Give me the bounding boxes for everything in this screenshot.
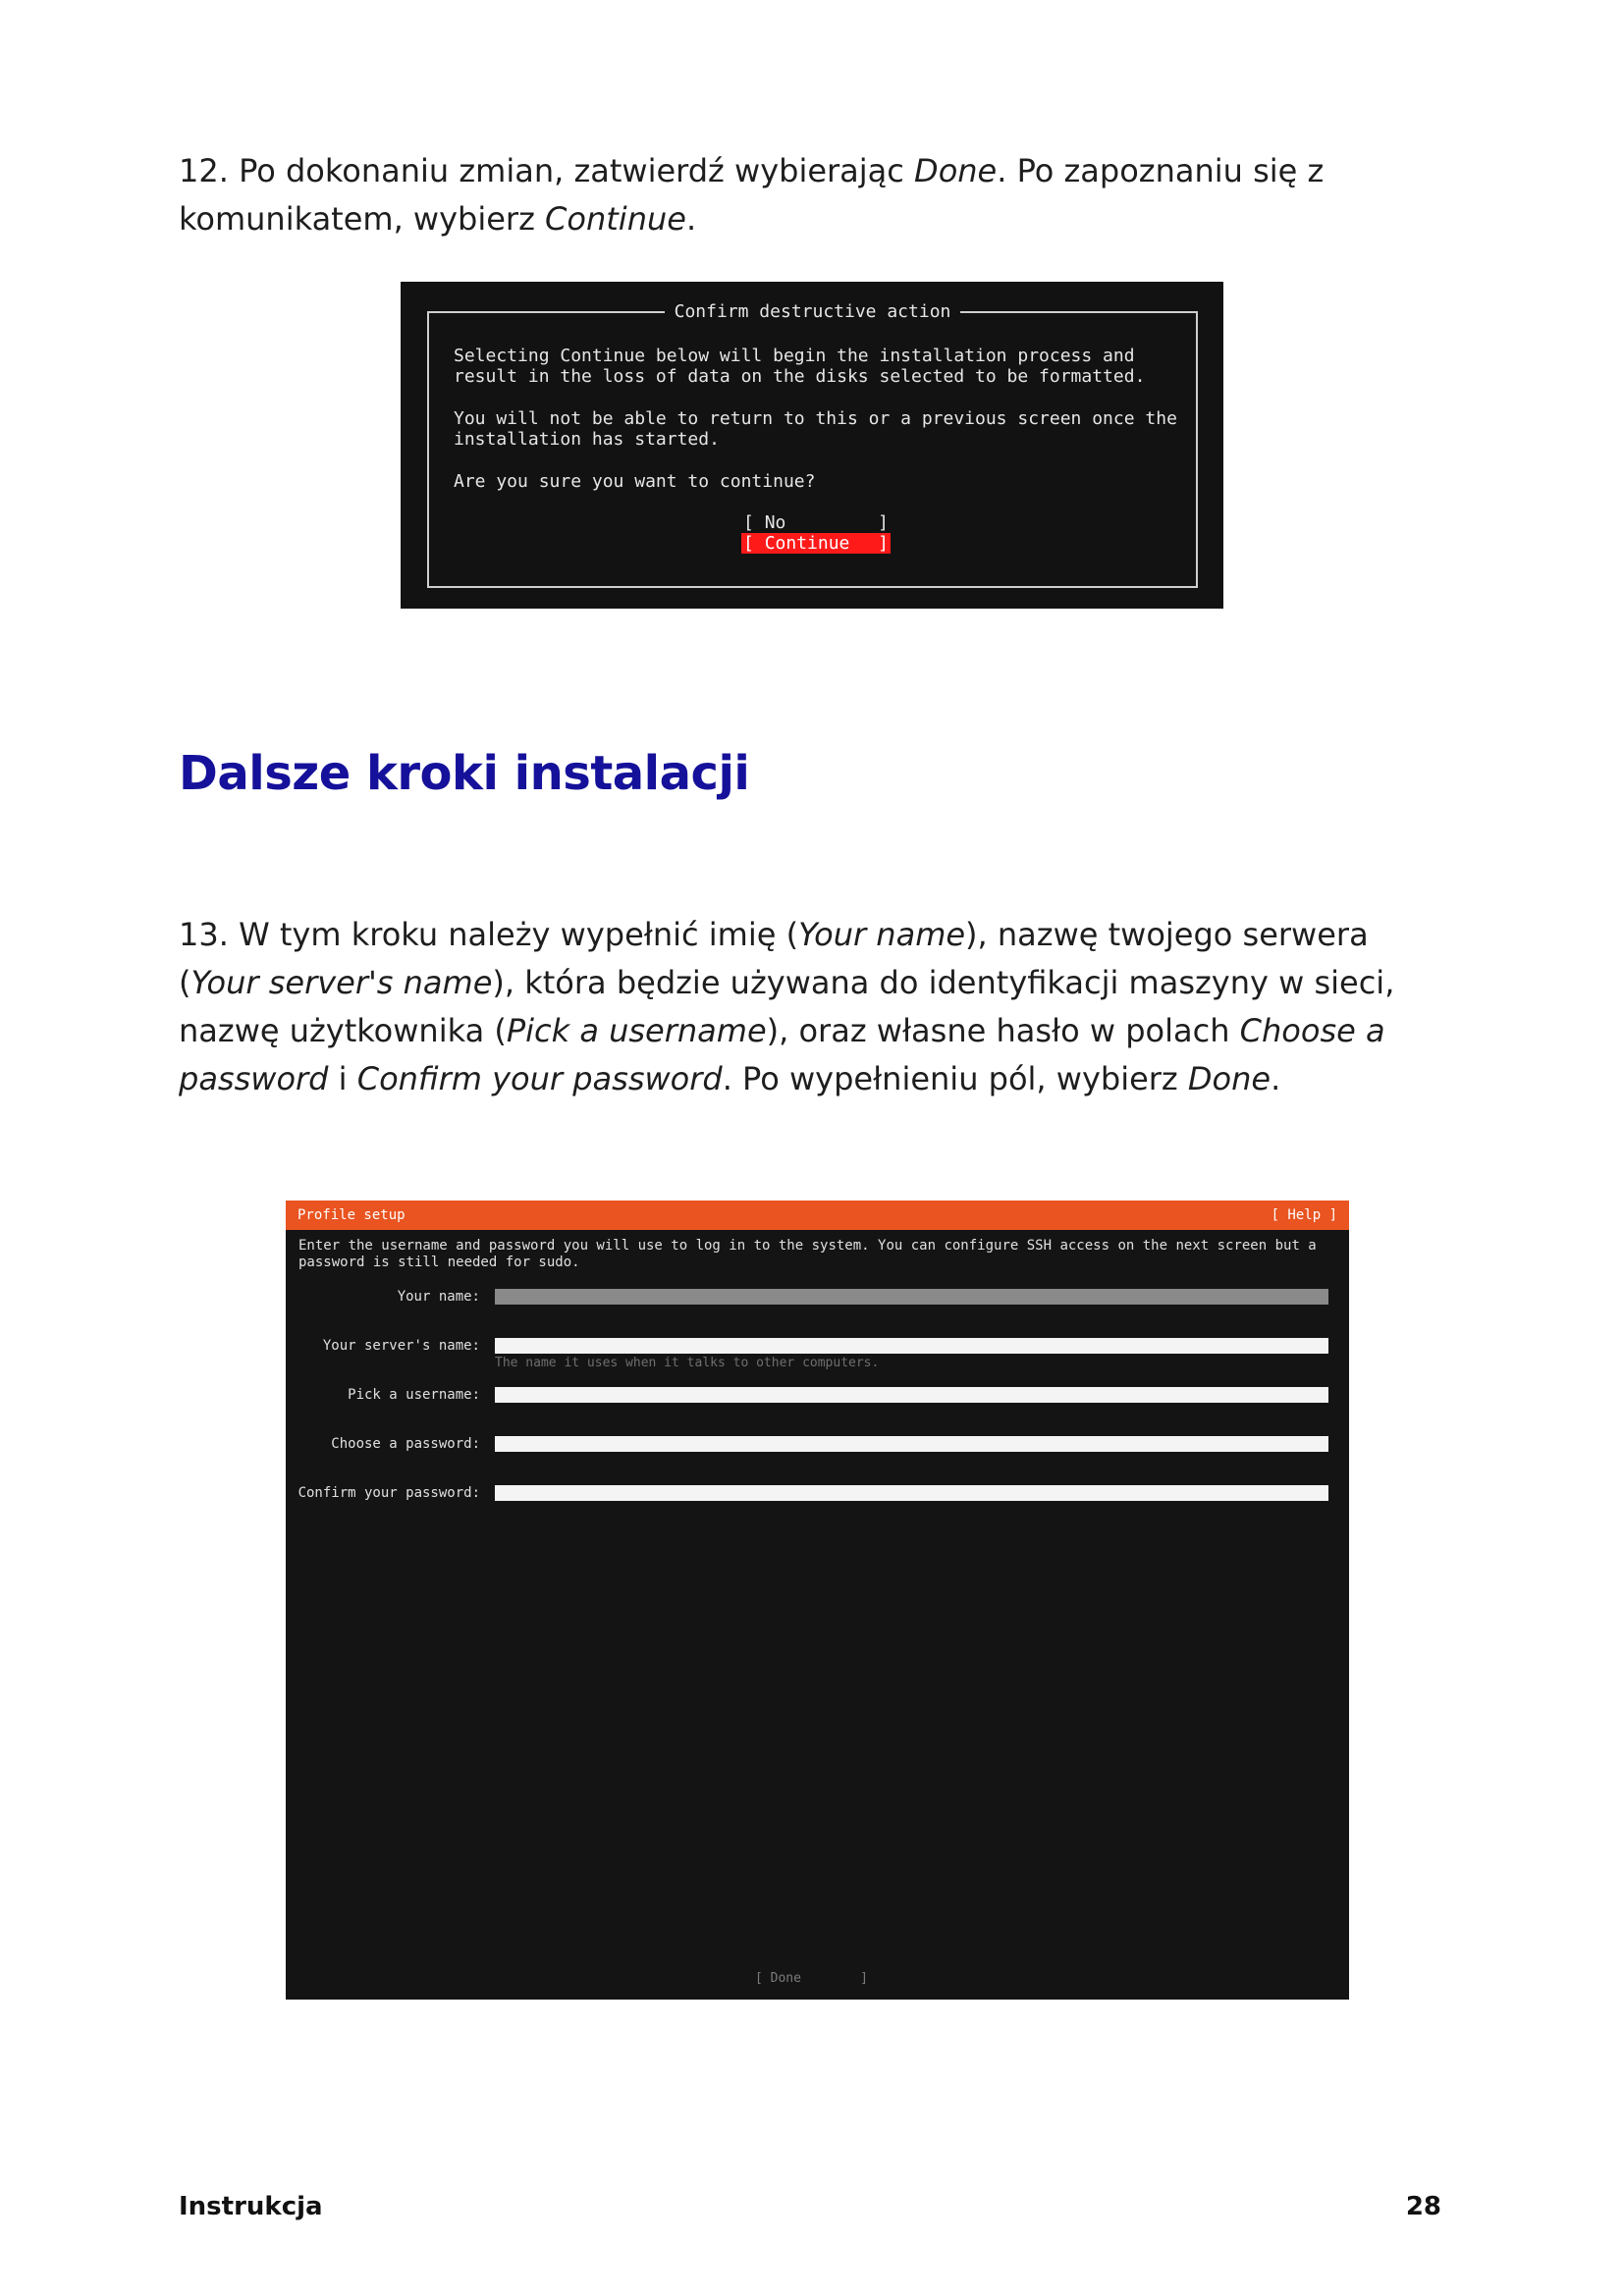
help-button[interactable]: [ Help ] [1271, 1207, 1337, 1223]
server-name-label: Your server's name: [322, 1338, 480, 1354]
password-label: Choose a password: [331, 1436, 480, 1452]
confirm-dialog-line: You will not be able to return to this or a previous screen once the [454, 408, 1177, 429]
server-name-hint: The name it uses when it talks to other computers. [495, 1356, 880, 1370]
confirm-dialog-frame [427, 301, 1198, 588]
confirm-dialog-title: Confirm destructive action [429, 301, 1196, 323]
confirm-dialog-line: Selecting Continue below will begin the installation process and [454, 346, 1135, 366]
done-button[interactable]: [ Done ] [755, 1971, 868, 1986]
step-12-done-term: Done [914, 152, 998, 189]
username-input[interactable] [495, 1387, 1328, 1403]
confirm-dialog-question: Are you sure you want to continue? [454, 471, 816, 492]
step-12-text: 12. Po dokonaniu zmian, zatwierdź wybierając [179, 152, 915, 189]
profile-setup-title: Profile setup [298, 1207, 406, 1223]
profile-setup-intro: Enter the username and password you will use to log in to the system. You can configure SSH access on the next screen but a password is still needed for sudo. [298, 1238, 1317, 1270]
page-number: 28 [1405, 2192, 1441, 2221]
section-heading: Dalsze kroki instalacji [179, 746, 750, 801]
confirm-dialog-line: result in the loss of data on the disks selected to be formatted. [454, 366, 1146, 387]
step-13-paragraph: 13. W tym kroku należy wypełnić imię (Your name), nazwę twojego serwera (Your server's name), która będzie używana do identyfikacji maszyny w sieci, nazwę użytkownika (Pick a username), oraz własne hasło w polach Choose a password i Confirm your password. Po wypełnieniu pól, wybierz Done. [179, 916, 1395, 1097]
continue-button[interactable]: [ Continue ] [743, 533, 889, 554]
password-input[interactable] [495, 1436, 1328, 1452]
step-12-text: komunikatem, wybierz [179, 200, 546, 238]
server-name-input[interactable] [495, 1338, 1328, 1354]
no-button[interactable]: [ No ] [743, 512, 889, 533]
confirm-dialog-screenshot [401, 282, 1223, 609]
your-name-label: Your name: [397, 1289, 480, 1305]
confirm-password-label: Confirm your password: [298, 1485, 480, 1501]
your-name-input[interactable] [495, 1289, 1328, 1305]
profile-setup-screenshot [286, 1201, 1349, 2000]
footer-title: Instrukcja [179, 2192, 323, 2221]
confirm-dialog-line: installation has started. [454, 429, 720, 450]
step-12-text: . Po zapoznaniu się z [997, 152, 1325, 189]
username-label: Pick a username: [348, 1387, 480, 1403]
step-12-paragraph [179, 147, 1455, 243]
profile-setup-header [286, 1201, 1349, 1230]
step-12-continue-term: Continue [545, 200, 686, 238]
confirm-password-input[interactable] [495, 1485, 1328, 1501]
step-12-text: . [685, 200, 697, 238]
